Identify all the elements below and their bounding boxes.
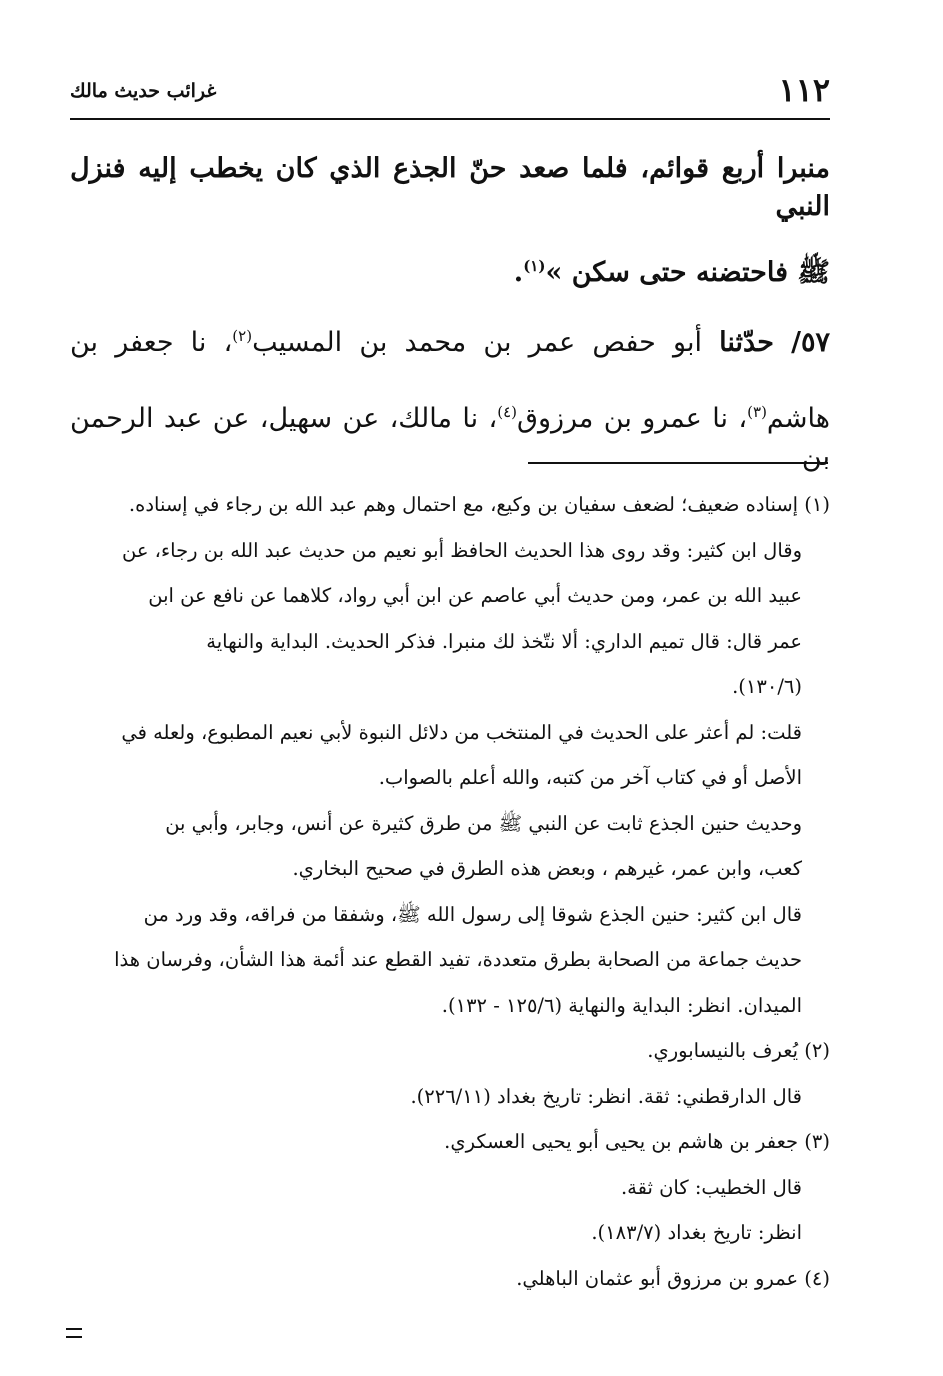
footnote-4 [70, 1256, 830, 1302]
footnote-line: قلت: لم أعثر على الحديث في المنتخب من دلائل النبوة لأبي نعيم المطبوع، ولعله في [121, 720, 802, 744]
footnote-line: وقال ابن كثير: وقد روى هذا الحديث الحافظ أبو نعيم من حديث عبد الله بن رجاء، عن [122, 538, 802, 562]
footnote-1 [70, 482, 830, 1028]
footnote-ref: (٣) [747, 403, 767, 421]
text-line [70, 324, 830, 362]
text-segment: ، نا جعفر بن [70, 327, 233, 358]
footnotes [70, 482, 830, 1301]
header-rule [70, 118, 830, 120]
footnote-line: الميدان. انظر: البداية والنهاية (١٢٥/٦ - ١٣٢). [441, 993, 802, 1017]
text-segment: . [513, 257, 524, 288]
footer-mark [66, 1328, 82, 1338]
text-segment: أبو حفص عمر بن محمد بن المسيب [252, 327, 702, 358]
footnote-line: قال الخطيب: كان ثقة. [620, 1175, 802, 1199]
paragraph-continuation [70, 150, 830, 292]
text-segment: ، نا مالك، عن سهيل، عن عبد الرحمن بن [70, 403, 830, 472]
footnote-line: قال الدارقطني: ثقة. انظر: تاريخ بغداد (٢٢٦/١١). [410, 1084, 802, 1108]
footnote-line: (١٣٠/٦). [732, 675, 802, 698]
footnote-line: (١) إسناده ضعيف؛ لضعف سفيان بن وكيع، مع احتمال وهم عبد الله بن رجاء في إسناده. [128, 493, 830, 516]
footnote-line: كعب، وابن عمر، غيرهم ، وبعض هذه الطرق في صحيح البخاري. [292, 857, 802, 880]
footnote-2 [70, 1028, 830, 1119]
footnote-ref: (٢) [232, 327, 253, 345]
page-number: ١١٢ [778, 71, 830, 109]
footnote-line: (٤) عمرو بن مرزوق أبو عثمان الباهلي. [516, 1266, 830, 1290]
hadith-paragraph [70, 324, 830, 476]
footnote-line: الأصل أو في كتاب آخر من كتبه، والله أعلم بالصواب. [378, 766, 802, 789]
footnote-line: عمر قال: قال تميم الداري: ألا نتّخذ لك منبرا. فذكر الحديث. البداية والنهاية [206, 629, 802, 653]
footnote-ref: (١) [523, 257, 546, 275]
footnote-line: عبيد الله بن عمر، ومن حديث أبي عاصم عن ابن أبي رواد، كلاهما عن نافع عن ابن [148, 584, 802, 607]
footnote-line: حديث جماعة من الصحابة بطرق متعددة، تفيد القطع عند أئمة هذا الشأن، وفرسان هذا [114, 948, 802, 971]
text-line: منبرا أربع قوائم، فلما صعد حنّ الجذع الذي كان يخطب إليه فنزل النبي [70, 153, 830, 222]
text-segment: ، نا عمرو بن مرزوق [517, 403, 748, 434]
footnote-ref: (٤) [497, 403, 517, 421]
running-title: غرائب حديث مالك [70, 80, 217, 102]
footnote-line: انظر: تاريخ بغداد (١٨٣/٧). [591, 1221, 802, 1244]
text-line [70, 400, 830, 476]
haddathana-word: حدّثنا [719, 327, 774, 358]
text-segment: ﷺ فاحتضنه حتى سكن » [545, 257, 830, 288]
footnote-line: وحديث حنين الجذع ثابت عن النبي ﷺ من طرق كثيرة عن أنس، وجابر، وأبي بن [165, 811, 802, 835]
text-line [70, 254, 830, 292]
page-header [70, 72, 830, 116]
spacer [70, 292, 830, 324]
hadith-number: ٥٧/ [791, 327, 830, 358]
footnote-line: (٣) جعفر بن هاشم بن يحيى أبو يحيى العسكري. [444, 1130, 830, 1153]
footnote-3 [70, 1119, 830, 1256]
footnote-line: قال ابن كثير: حنين الجذع شوقا إلى رسول الله ﷺ، وشفقا من فراقه، وقد ورد من [143, 902, 802, 926]
text-segment: هاشم [766, 403, 830, 434]
main-text [70, 150, 830, 476]
footnote-line: (٢) يُعرف بالنيسابوري. [647, 1039, 830, 1062]
footnote-rule [528, 462, 828, 464]
